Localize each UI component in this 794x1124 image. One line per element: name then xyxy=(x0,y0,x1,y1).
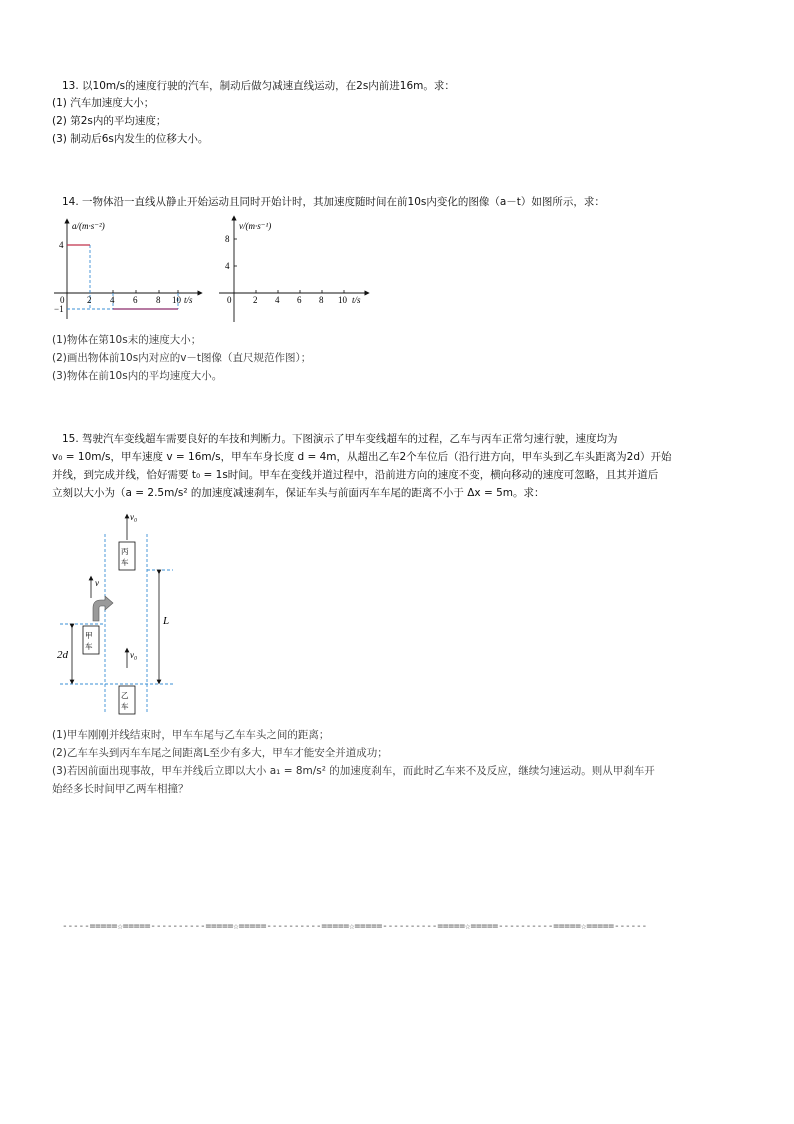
lane-change-arrow-icon xyxy=(93,596,113,621)
q14-sub2: (2)画出物体前10s内对应的v－t图像（直尺规范作图）； xyxy=(52,352,312,364)
label-L: L xyxy=(163,615,170,627)
at-xtick-4: 4 xyxy=(110,295,115,305)
vt-xtick-4: 4 xyxy=(275,295,280,305)
car-jia-label-1: 甲 xyxy=(85,631,93,640)
vt-xtick-10: 10 xyxy=(338,295,347,305)
car-yi-label-2: 车 xyxy=(121,702,129,711)
car-jia-label-2: 车 xyxy=(85,642,93,651)
q14-stem: 14. 一物体沿一直线从静止开始运动且同时开始计时，其加速度随时间在前10s内变化的图像（a－t）如图所示，求： xyxy=(62,196,605,208)
vt-graph xyxy=(215,212,385,327)
q14-sub3: (3)物体在前10s内的平均速度大小。 xyxy=(52,370,223,382)
vt-ticks xyxy=(234,239,344,293)
at-graph xyxy=(50,215,210,325)
q15-stem-line1: 15. 驾驶汽车变线超车需要良好的车技和判断力。下图演示了甲车变线超车的过程，乙车与丙车正常匀速行驶，速度均为 xyxy=(62,433,618,445)
at-xlabel: t/s xyxy=(184,295,193,305)
q13-stem: 13. 以10m/s的速度行驶的汽车，制动后做匀减速直线运动，在2s内前进16m。求： xyxy=(62,80,455,92)
footer-separator: -----=====☆=====----------=====☆=====----------=====☆=====----------=====☆=====----------=====☆=====------ xyxy=(62,921,648,932)
q15-stem-line3: 并线，到完成并线，恰好需要 t₀ = 1s时间。甲车在变线并道过程中，沿前进方向的速度不变，横向移动的速度可忽略，且其并道后 xyxy=(52,469,659,481)
label-v0-top: v₀ xyxy=(130,512,138,522)
at-ytick-neg1: −1 xyxy=(54,304,64,314)
vt-xtick-0: 0 xyxy=(227,295,232,305)
q15-stem-line2: v₀ = 10m/s，甲车速度 v = 16m/s，甲车车身长度 d = 4m，从超出乙车2个车位后（沿行进方向，甲车头到乙车头距离为2d）开始 xyxy=(52,451,672,463)
vt-xtick-8: 8 xyxy=(319,295,324,305)
q15-sub2: (2)乙车车头到丙车车尾之间距离L至少有多大，甲车才能安全并道成功； xyxy=(52,747,388,759)
car-bing-label-1: 丙 xyxy=(121,547,129,556)
at-xtick-10: 10 xyxy=(172,295,181,305)
at-ylabel: a/(m·s⁻²) xyxy=(72,221,105,231)
car-bing-label-2: 车 xyxy=(121,558,129,567)
q13-sub3: (3) 制动后6s内发生的位移大小。 xyxy=(52,133,209,145)
q13-sub2: (2) 第2s内的平均速度； xyxy=(52,115,167,127)
lane-change-diagram xyxy=(55,508,190,718)
vt-xlabel: t/s xyxy=(352,295,361,305)
label-2d: 2d xyxy=(57,649,68,661)
at-xtick-8: 8 xyxy=(156,295,161,305)
at-x-ticks xyxy=(90,290,178,293)
q15-sub3-line2: 始经多长时间甲乙两车相撞？ xyxy=(52,783,189,795)
label-v0-mid: v₀ xyxy=(130,650,138,660)
vt-ytick-8: 8 xyxy=(225,234,230,244)
at-xtick-6: 6 xyxy=(133,295,138,305)
vt-xtick-2: 2 xyxy=(253,295,258,305)
vt-ylabel: v/(m·s⁻¹) xyxy=(239,221,272,231)
q13-sub1: (1) 汽车加速度大小； xyxy=(52,97,155,109)
vt-xtick-6: 6 xyxy=(297,295,302,305)
vt-ytick-4: 4 xyxy=(225,261,230,271)
q14-sub1: (1)物体在第10s末的速度大小； xyxy=(52,334,202,346)
car-yi-label-1: 乙 xyxy=(121,691,129,700)
q15-stem-line4: 立刻以大小为（a = 2.5m/s² 的加速度减速刹车，保证车头与前面丙车车尾的距离不小于 Δx = 5m。求： xyxy=(52,487,545,499)
at-ytick-4: 4 xyxy=(59,240,64,250)
label-v: v xyxy=(95,578,99,588)
at-xtick-2: 2 xyxy=(87,295,92,305)
at-xtick-0: 0 xyxy=(60,295,65,305)
q15-sub3-line1: (3)若因前面出现事故，甲车并线后立即以大小 a₁ = 8m/s² 的加速度刹车，而此时乙车来不及反应，继续匀速运动。则从甲刹车开 xyxy=(52,765,655,777)
q15-sub1: (1)甲车刚刚并线结束时，甲车车尾与乙车车头之间的距离； xyxy=(52,729,330,741)
